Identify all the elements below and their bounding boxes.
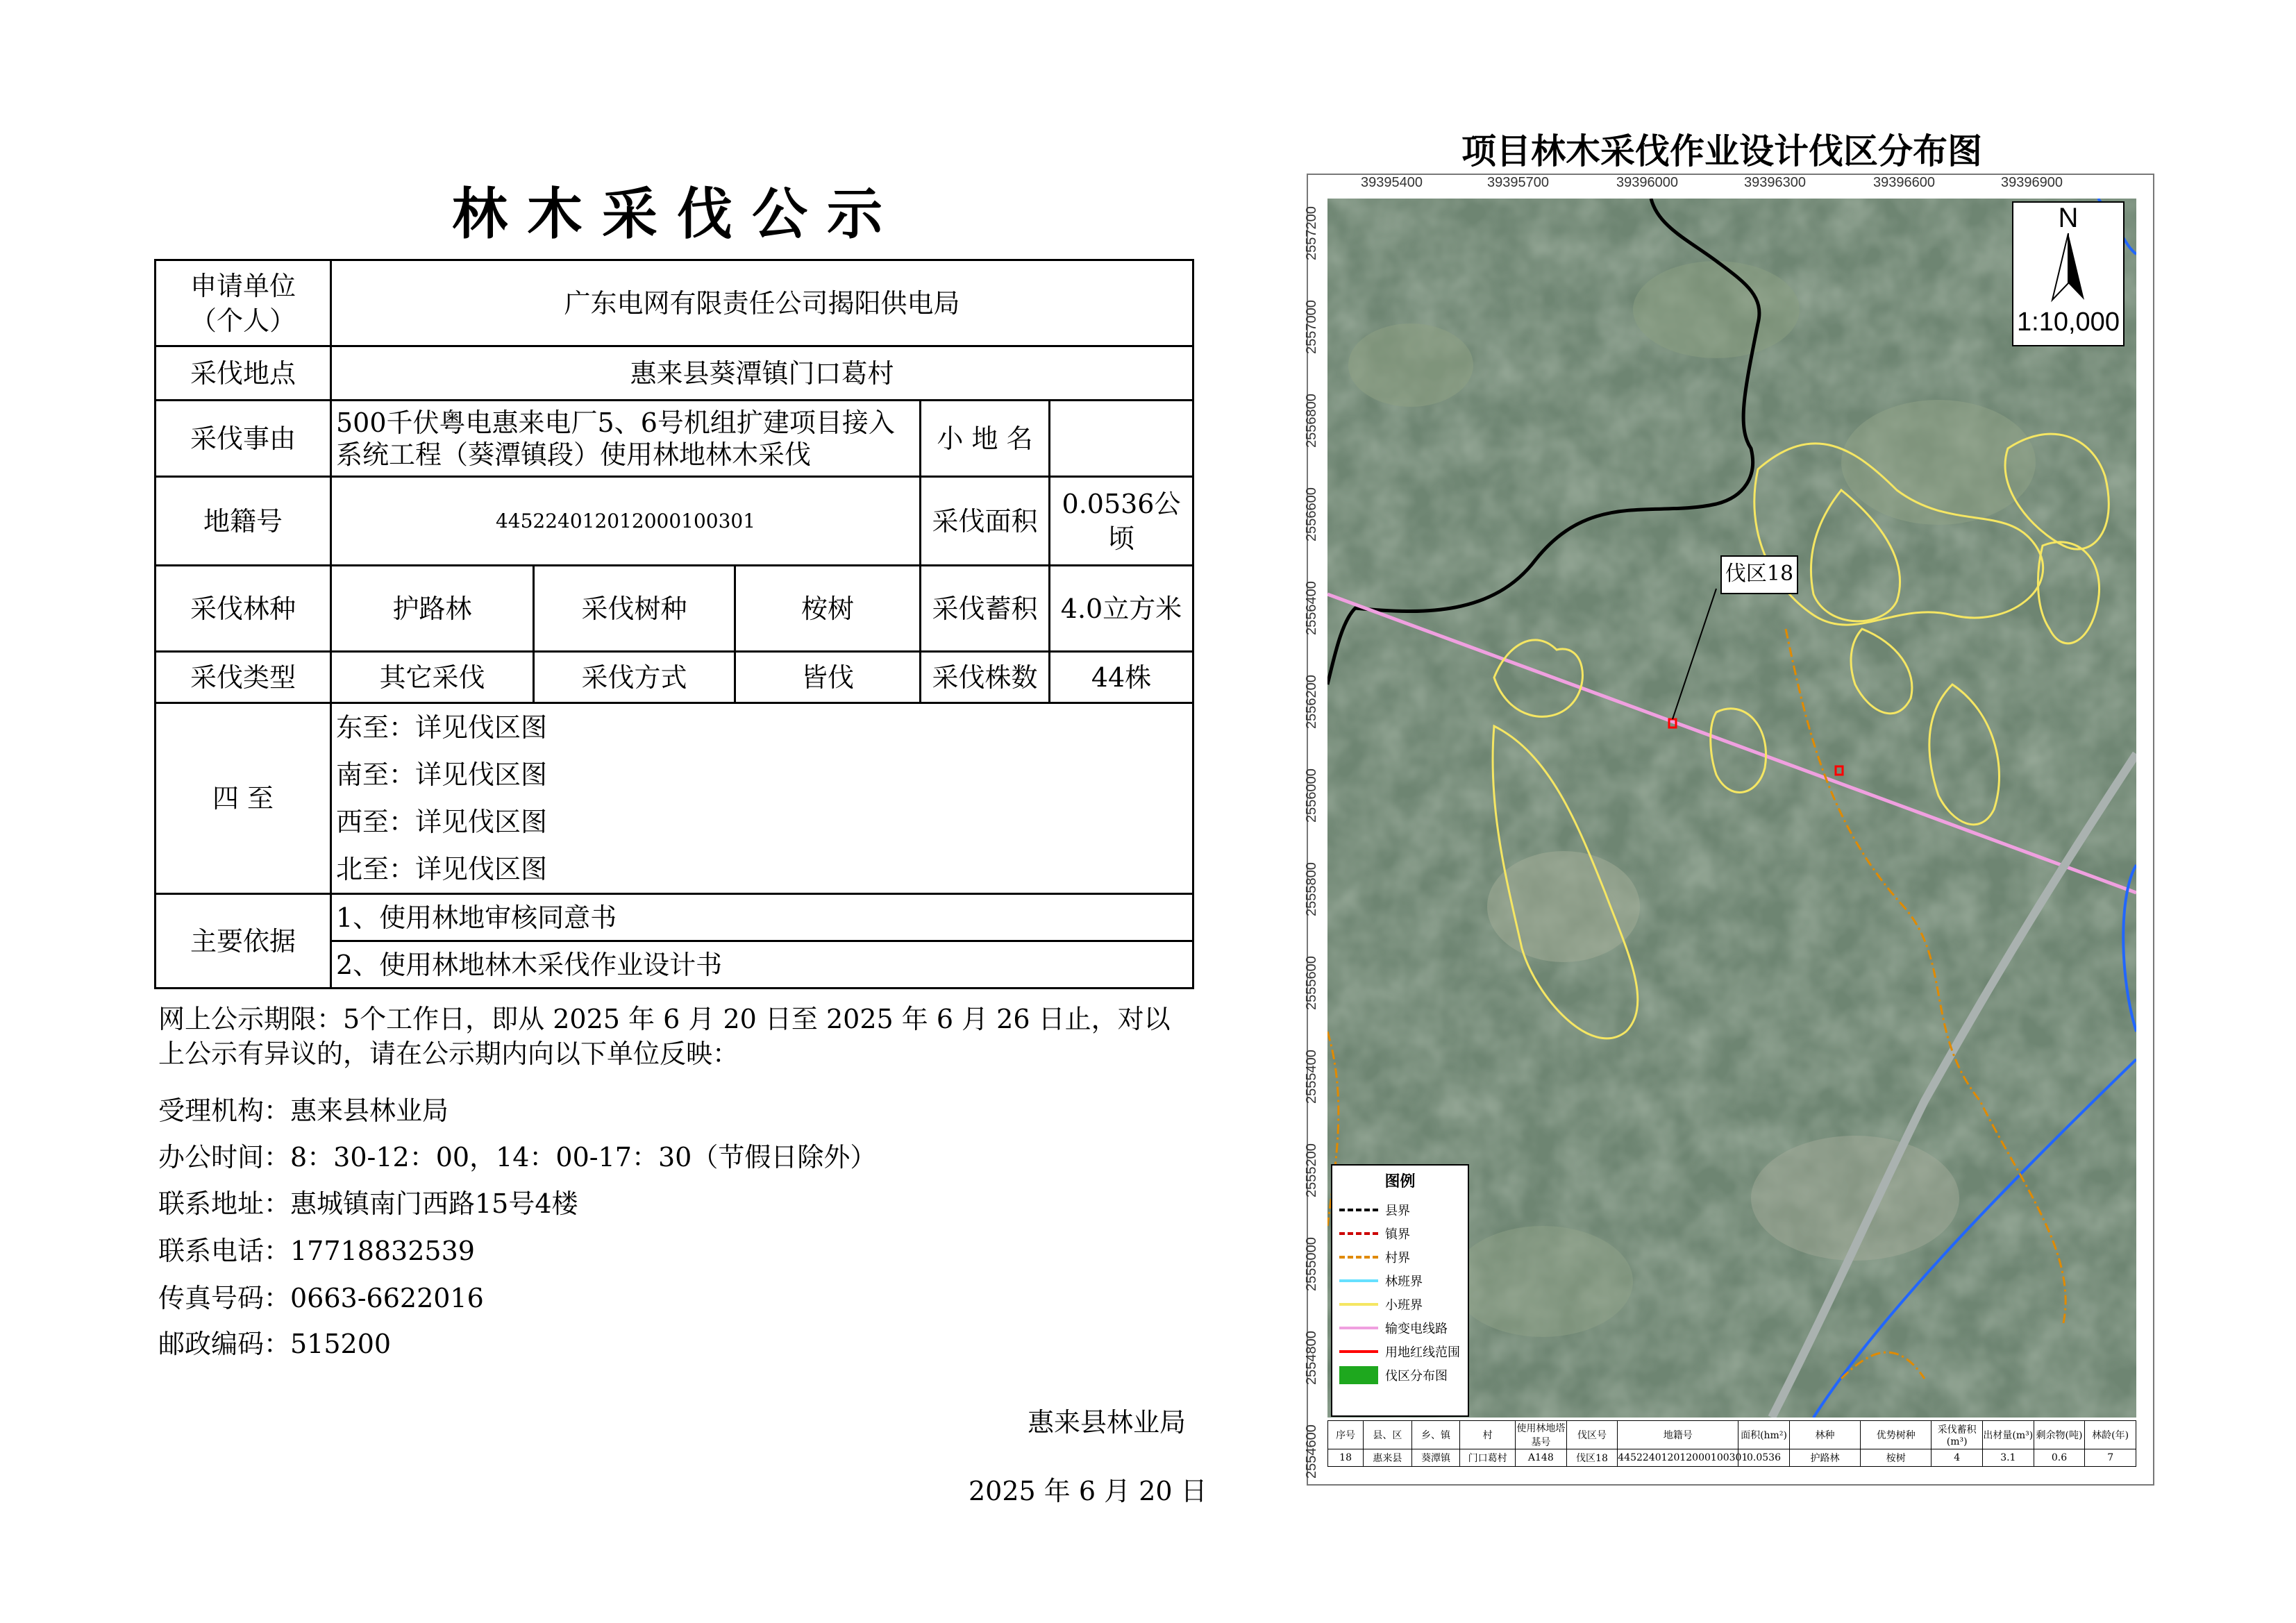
volume-label: 采伐蓄积 bbox=[921, 566, 1050, 652]
fax: 传真号码：0663-6622016 bbox=[158, 1283, 484, 1313]
count-label: 采伐株数 bbox=[921, 652, 1050, 703]
legend-item: 镇界 bbox=[1332, 1222, 1468, 1245]
volume-value: 4.0立方米 bbox=[1050, 566, 1193, 652]
cadastral-value: 445224012012000100301 bbox=[331, 477, 921, 566]
y-tick: 2556000 bbox=[1304, 768, 1319, 823]
basis-1: 1、使用林地审核同意书 bbox=[331, 894, 1193, 941]
cadastral-label: 地籍号 bbox=[156, 477, 331, 566]
bound-west: 西至：详见伐区图 bbox=[336, 807, 548, 837]
page-title: 林木采伐公示 bbox=[452, 181, 902, 246]
area-value: 0.0536公顷 bbox=[1050, 477, 1193, 566]
y-tick: 2555400 bbox=[1304, 1050, 1319, 1104]
map-table-header: 序号 县、区 乡、镇 村 使用林地塔基号 伐区号 地籍号 面积(hm²) 林种 优势树种 采伐蓄积(m³) 出材量(m³) 剩余物(吨) 林龄(年) bbox=[1328, 1421, 2136, 1449]
category-label: 采伐类型 bbox=[156, 652, 331, 703]
bound-south: 南至：详见伐区图 bbox=[336, 759, 548, 790]
y-tick: 2555800 bbox=[1304, 862, 1319, 916]
field-patch bbox=[1487, 851, 1640, 962]
legend-item: 小班界 bbox=[1332, 1293, 1468, 1316]
field-patch bbox=[1348, 323, 1473, 407]
method-value: 皆伐 bbox=[735, 652, 921, 703]
legend-title: 图例 bbox=[1384, 1173, 1416, 1191]
y-tick: 2556600 bbox=[1304, 487, 1319, 541]
x-tick: 39396300 bbox=[1744, 175, 1806, 190]
legend-swatch bbox=[1339, 1279, 1378, 1282]
category-value: 其它采伐 bbox=[331, 652, 534, 703]
legend-item: 用地红线范围 bbox=[1332, 1340, 1468, 1363]
basis-2: 2、使用林地林木采伐作业设计书 bbox=[331, 941, 1193, 989]
legend-swatch bbox=[1339, 1327, 1378, 1329]
applicant-value: 广东电网有限责任公司揭阳供电局 bbox=[331, 260, 1193, 346]
address: 联系地址：惠城镇南门西路15号4楼 bbox=[158, 1188, 578, 1219]
species-label: 采伐树种 bbox=[534, 566, 735, 652]
forest-type-label: 采伐林种 bbox=[156, 566, 331, 652]
cutting-area-callout: 伐区18 bbox=[1720, 555, 1798, 594]
applicant-label: 申请单位 （个人） bbox=[156, 260, 331, 346]
legend-swatch bbox=[1339, 1366, 1378, 1384]
x-tick: 39395700 bbox=[1487, 175, 1549, 190]
table-row: 18 惠来县 葵潭镇 门口葛村 A148 伐区18 445224012012000100301 0.0536 护路林 桉树 4 3.1 0.6 7 bbox=[1328, 1449, 2136, 1467]
forest-type-value: 护路林 bbox=[331, 566, 534, 652]
north-arrow-icon bbox=[2051, 233, 2086, 303]
x-tick: 39396600 bbox=[1873, 175, 1935, 190]
legend-item: 村界 bbox=[1332, 1245, 1468, 1269]
x-tick: 39396000 bbox=[1616, 175, 1678, 190]
field-patch bbox=[1633, 261, 1800, 358]
area-label: 采伐面积 bbox=[921, 477, 1050, 566]
map-title: 项目林木采伐作业设计伐区分布图 bbox=[1461, 131, 1982, 171]
y-tick: 2555200 bbox=[1304, 1143, 1319, 1197]
map-legend bbox=[1331, 1164, 1469, 1417]
signer: 惠来县林业局 bbox=[1028, 1407, 1187, 1438]
field-patch bbox=[1452, 1226, 1633, 1337]
legend-swatch bbox=[1339, 1209, 1378, 1211]
y-tick: 2555000 bbox=[1304, 1237, 1319, 1291]
method-label: 采伐方式 bbox=[534, 652, 735, 703]
y-tick: 2556200 bbox=[1304, 675, 1319, 729]
x-tick: 39395400 bbox=[1361, 175, 1423, 190]
location-label: 采伐地点 bbox=[156, 346, 331, 401]
sign-date: 2025 年 6 月 20 日 bbox=[969, 1476, 1207, 1506]
y-tick: 2557200 bbox=[1304, 206, 1319, 260]
y-tick: 2556400 bbox=[1304, 581, 1319, 635]
field-patch bbox=[1841, 400, 2036, 525]
north-arrow-box bbox=[2012, 201, 2125, 346]
y-tick: 2555600 bbox=[1304, 956, 1319, 1010]
map-info-table bbox=[1327, 1420, 2136, 1467]
small-place-label: 小 地 名 bbox=[921, 401, 1050, 477]
small-place-value bbox=[1050, 401, 1193, 477]
y-tick: 2557000 bbox=[1304, 300, 1319, 354]
legend-item: 伐区分布图 bbox=[1332, 1363, 1468, 1387]
legend-swatch bbox=[1339, 1350, 1378, 1353]
count-value: 44株 bbox=[1050, 652, 1193, 703]
phone: 联系电话：17718832539 bbox=[158, 1236, 475, 1266]
bounds-label: 四 至 bbox=[156, 703, 331, 894]
bound-north: 北至：详见伐区图 bbox=[336, 854, 548, 884]
legend-swatch bbox=[1339, 1256, 1378, 1259]
y-tick: 2554800 bbox=[1304, 1331, 1319, 1385]
notice-period: 网上公示期限：5个工作日，即从 2025 年 6 月 20 日至 2025 年 6 月 26 日止，对以上公示有异议的，请在公示期内向以下单位反映： bbox=[158, 1004, 1171, 1069]
bound-east: 东至：详见伐区图 bbox=[336, 712, 548, 743]
notice-table bbox=[154, 259, 1194, 989]
legend-item: 县界 bbox=[1332, 1198, 1468, 1222]
legend-item: 输变电线路 bbox=[1332, 1316, 1468, 1340]
agency: 受理机构：惠来县林业局 bbox=[158, 1095, 449, 1126]
bounds-value bbox=[331, 703, 1193, 894]
office-hours: 办公时间：8：30-12：00，14：00-17：30（节假日除外） bbox=[158, 1142, 877, 1172]
legend-item: 林班界 bbox=[1332, 1269, 1468, 1293]
location-value: 惠来县葵潭镇门口葛村 bbox=[331, 346, 1193, 401]
reason-label: 采伐事由 bbox=[156, 401, 331, 477]
reason-value: 500千伏粤电惠来电厂5、6号机组扩建项目接入系统工程（葵潭镇段）使用林地林木采伐 bbox=[331, 401, 921, 477]
postcode: 邮政编码：515200 bbox=[158, 1329, 392, 1359]
north-label: N bbox=[2058, 203, 2079, 233]
legend-swatch bbox=[1339, 1303, 1378, 1306]
legend-swatch bbox=[1339, 1232, 1378, 1235]
basis-label: 主要依据 bbox=[156, 894, 331, 989]
species-value: 桉树 bbox=[735, 566, 921, 652]
x-tick: 39396900 bbox=[2001, 175, 2063, 190]
y-tick: 2556800 bbox=[1304, 394, 1319, 448]
y-tick: 2554600 bbox=[1304, 1424, 1319, 1479]
map-scale: 1:10,000 bbox=[2017, 308, 2120, 337]
